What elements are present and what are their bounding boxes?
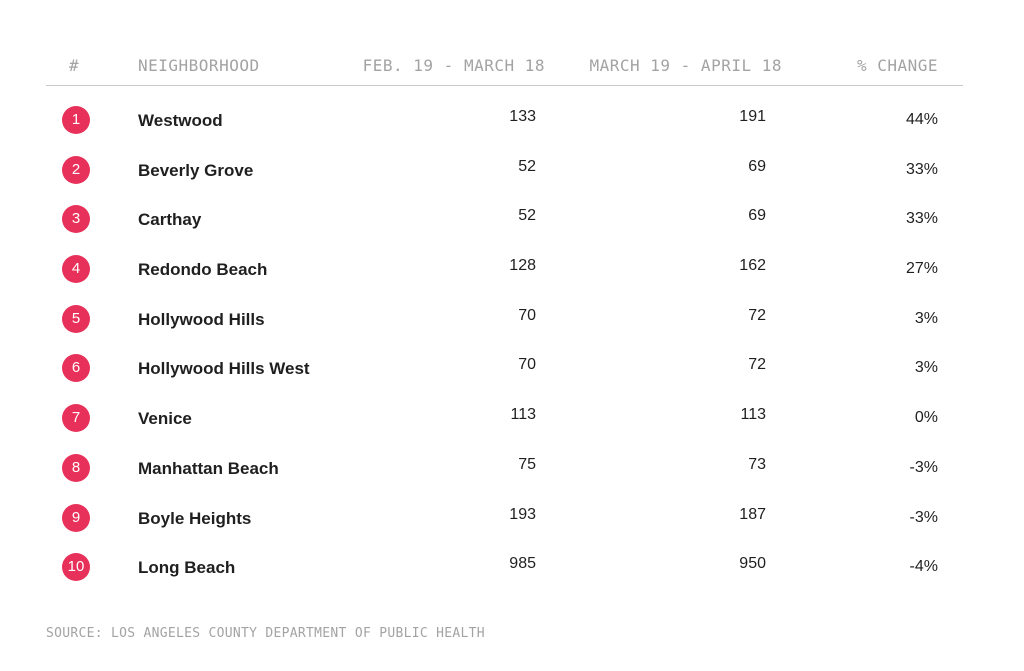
feb-mar-count: 985 xyxy=(509,555,536,573)
mar-apr-count: 187 xyxy=(739,505,766,523)
rank-badge: 7 xyxy=(62,404,90,432)
neighborhood-name: Redondo Beach xyxy=(138,260,268,280)
percent-change: 0% xyxy=(914,409,938,427)
table-row xyxy=(0,543,1024,593)
rank-badge: 9 xyxy=(62,504,90,532)
rank-badge: 3 xyxy=(62,205,90,233)
feb-mar-count: 113 xyxy=(510,406,536,424)
mar-apr-count: 69 xyxy=(748,207,766,225)
column-header-change: % CHANGE xyxy=(856,56,938,75)
table-row xyxy=(0,394,1024,444)
table-row xyxy=(0,295,1024,345)
mar-apr-count: 113 xyxy=(740,406,766,424)
column-header-rank: # xyxy=(69,56,80,75)
percent-change: -3% xyxy=(909,458,938,476)
neighborhood-name: Manhattan Beach xyxy=(138,458,279,478)
percent-change: 33% xyxy=(905,210,938,228)
feb-mar-count: 70 xyxy=(518,356,536,374)
mar-apr-count: 191 xyxy=(739,108,766,125)
feb-mar-count: 128 xyxy=(509,257,536,275)
column-header-feb-mar: FEB. 19 - MARCH 18 xyxy=(362,56,545,75)
rank-badge: 2 xyxy=(62,156,90,184)
mar-apr-count: 69 xyxy=(748,157,766,175)
column-header-neighborhood: NEIGHBORHOOD xyxy=(138,56,260,75)
mar-apr-count: 73 xyxy=(748,455,766,473)
feb-mar-count: 70 xyxy=(518,306,536,324)
percent-change: 33% xyxy=(905,160,938,178)
rank-badge: 4 xyxy=(62,255,90,283)
table-body xyxy=(0,96,1024,593)
rank-badge: 5 xyxy=(62,305,90,333)
table-row xyxy=(0,245,1024,295)
rank-badge: 10 xyxy=(62,553,90,581)
neighborhood-name: Hollywood Hills xyxy=(138,309,265,329)
header-divider xyxy=(46,85,963,86)
table-row xyxy=(0,494,1024,544)
column-header-mar-apr: MARCH 19 - APRIL 18 xyxy=(589,56,782,75)
percent-change: 3% xyxy=(914,309,938,327)
percent-change: -3% xyxy=(909,508,938,526)
mar-apr-count: 72 xyxy=(748,356,766,374)
neighborhood-name: Boyle Heights xyxy=(138,508,252,528)
neighborhood-name: Hollywood Hills West xyxy=(138,359,310,379)
percent-change: -4% xyxy=(909,558,938,576)
mar-apr-count: 950 xyxy=(739,555,766,573)
neighborhood-name: Long Beach xyxy=(138,558,236,578)
table-row xyxy=(0,344,1024,394)
table-row xyxy=(0,444,1024,494)
table-header xyxy=(0,54,1024,78)
neighborhood-name: Carthay xyxy=(138,210,202,230)
rank-badge: 8 xyxy=(62,454,90,482)
neighborhood-name: Beverly Grove xyxy=(138,160,254,180)
percent-change: 27% xyxy=(905,260,938,278)
feb-mar-count: 52 xyxy=(518,207,536,225)
neighborhood-name: Venice xyxy=(138,409,192,429)
rank-badge: 6 xyxy=(62,354,90,382)
neighborhood-name: Westwood xyxy=(138,111,223,130)
rank-badge: 1 xyxy=(62,106,90,134)
feb-mar-count: 75 xyxy=(518,455,536,473)
feb-mar-count: 133 xyxy=(509,108,536,125)
table-row xyxy=(0,195,1024,245)
feb-mar-count: 193 xyxy=(509,505,536,523)
mar-apr-count: 72 xyxy=(748,306,766,324)
mar-apr-count: 162 xyxy=(739,257,766,275)
source-note: SOURCE: LOS ANGELES COUNTY DEPARTMENT OF PUBLIC HEALTH xyxy=(46,626,485,641)
table-row xyxy=(0,96,1024,146)
table-row xyxy=(0,146,1024,196)
percent-change: 3% xyxy=(914,359,938,377)
feb-mar-count: 52 xyxy=(518,157,536,175)
percent-change: 44% xyxy=(905,111,938,128)
